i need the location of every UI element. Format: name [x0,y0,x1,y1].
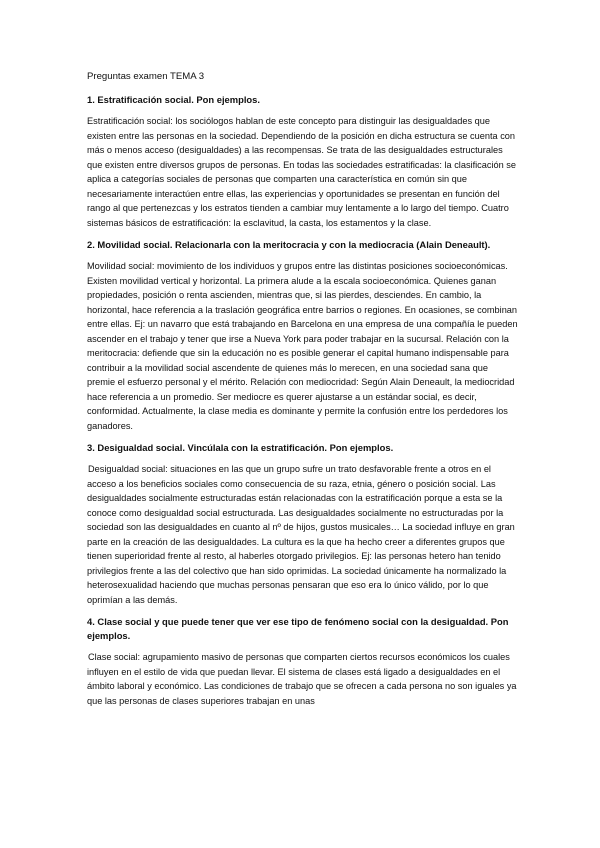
section-4 [87,615,518,708]
section-body: Desigualdad social: situaciones en las que un grupo sufre un trato desfavorable frente a otros en el acceso a los beneficios sociales como consecuencia de su raza, etnia, género o posición social. Las desigualdades socialmente estructuradas están relacionadas con la estratificación porque a esta se la conoce como desigualdad social estructurada. Las desigualdades socialmente no estructuradas por la sociedad son las desigualdades en cuanto al nº de hijos, gustos musicales… La sociedad influye en gran parte en la creación de las desigualdades. La cultura es la que ha hecho creer a diferentes grupos que tienen superioridad frente al resto, al haberles otorgado privilegios. Ej: las personas hetero han tenido privilegios frente a las del colectivo que han sido oprimidas. La sociedad únicamente ha normalizado la heterosexualidad haciendo que muchas personas pensaran que eso era lo único válido, por lo que oprimían a las demás. [87,464,515,605]
section-2 [87,238,518,433]
section-body: Movilidad social: movimiento de los individuos y grupos entre las distintas posiciones socioeconómicas. Existen movilidad vertical y horizontal. La primera alude a la escala socioeconómica. Quienes ganan propiedades, posición o renta ascienden, mientras que, si las pierdes, desciendes. En cambio, la horizontal, hace referencia a la traslación geográfica entre barrios o regiones. En ocasiones, se combinan entre ellas. Ej: un navarro que está trabajando en Barcelona en una empresa de una compañía le pueden ascender en el trabajo y tener que irse a Nueva York para poder trabajar en la sucursal. Relación con la meritocracia: defiende que sin la educación no es posible generar el capital humano indispensable para contribuir a la movilidad social ascendente de quienes más lo merecen, en una sociedad sana que premie el esfuerzo personal y el mérito. Relación con mediocridad: Según Alain Deneault, la mediocridad hace referencia a un promedio. Ser mediocre es querer ajustarse a un estándar social, es decir, conformidad. Actualmente, la clase media es dominante y permite la confusión entre los perdedores los ganadores. [87,261,518,431]
section-1 [87,93,518,230]
section-heading: 2. Movilidad social. Relacionarla con la meritocracia y con la mediocracia (Alain Deneault). [87,239,491,250]
section-heading: 4. Clase social y que puede tener que ver ese tipo de fenómeno social con la desigualdad. Pon ejemplos. [87,616,509,641]
section-3 [87,441,518,607]
section-body: Estratificación social: los sociólogos hablan de este concepto para distinguir las desigualdades que existen entre las personas en la sociedad. Dependiendo de la posición en dicha estructura se cuenta con más o menos acceso (desigualdades) a las recompensas. Se trata de las desigualdades estructurales que existen entre diversos grupos de personas. En todas las sociedades estratificadas: la clasificación se aplica a categorías sociales de personas que comparten una característica en común sin que necesariamente interactúen entre ellas, las experiencias y oportunidades se presentan en función del rango al que pertenezcas y los estratos tienden a cambiar muy lentamente a lo largo del tiempo. Cuatro sistemas básicos de estratificación: la esclavitud, la casta, los estamentos y la clase. [87,116,516,228]
document-title: Preguntas examen TEMA 3 [87,71,205,82]
section-heading: 1. Estratificación social. Pon ejemplos. [87,94,260,105]
section-heading: 3. Desigualdad social. Vincúlala con la estratificación. Pon ejemplos. [87,442,394,453]
section-body: Clase social: agrupamiento masivo de personas que comparten ciertos recursos económicos los cuales influyen en el estilo de vida que puedan llevar. El sistema de clases está ligado a desigualdades en el ámbito laboral y económico. Las condiciones de trabajo que se ofrecen a cada persona no son iguales ya que las personas de clases superiores trabajan en unas [87,652,517,706]
